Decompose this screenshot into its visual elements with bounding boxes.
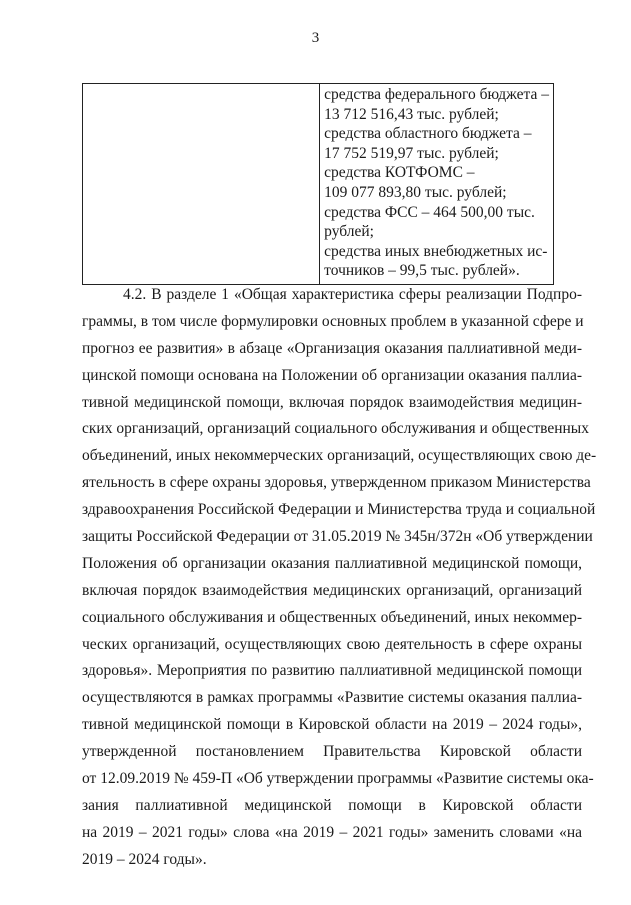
paragraph-line: цинской помощи основана на Положении об организации оказания паллиа-: [82, 366, 582, 384]
paragraph-line: 2019 – 2024 годы».: [82, 850, 207, 868]
paragraph-line: тивной медицинской помощи, включая порядок взаимодействия медицин-: [82, 393, 582, 411]
table-cell-funding: [320, 84, 554, 285]
paragraph-line: граммы, в том числе формулировки основных проблем в указанной сфере и: [82, 312, 584, 330]
paragraph-line: прогноз ее развития» в абзаце «Организация оказания паллиативной меди-: [82, 339, 582, 357]
paragraph-line: здоровья». Мероприятия по развитию паллиативной медицинской помощи: [82, 662, 582, 680]
paragraph-line: тивной медицинской помощи в Кировской области на 2019 – 2024 годы»,: [82, 716, 582, 734]
paragraph-line: включая порядок взаимодействия медицинских организаций, организаций: [82, 581, 582, 599]
funding-line: 17 752 519,97 тыс. рублей;: [324, 144, 499, 162]
table-row: [83, 84, 554, 285]
paragraph-line: зания паллиативной медицинской помощи в Кировской области: [82, 796, 582, 814]
paragraph-line: ческих организаций, осуществляющих свою деятельность в сфере охраны: [82, 635, 582, 653]
funding-line: рублей;: [324, 223, 374, 241]
funding-line: средства иных внебюджетных ис-: [324, 242, 548, 260]
funding-line: 109 077 893,80 тыс. рублей;: [324, 183, 507, 201]
funding-line: средства КОТФОМС –: [324, 164, 475, 182]
paragraph-line: социального обслуживания и общественных объединений, иных некоммер-: [82, 608, 582, 626]
funding-line: средства ФСС – 464 500,00 тыс.: [324, 203, 535, 221]
paragraph-line: защиты Российской Федерации от 31.05.2019 № 345н/372н «Об утверждении: [82, 528, 593, 546]
budget-table: [82, 83, 554, 285]
funding-line: средства федерального бюджета –: [324, 86, 549, 103]
paragraph-line: объединений, иных некоммерческих организаций, осуществляющих свою де-: [82, 447, 597, 465]
funding-line: точников – 99,5 тыс. рублей».: [324, 262, 520, 280]
paragraph-line: ских организаций, организаций социального обслуживания и общественных: [82, 420, 589, 438]
section-paragraph: [82, 282, 597, 874]
paragraph-line: от 12.09.2019 № 459-П «Об утверждении программы «Развитие системы ока-: [82, 770, 594, 788]
paragraph-line: осуществляются в рамках программы «Развитие системы оказания паллиа-: [82, 689, 582, 707]
paragraph-line: утвержденной постановлением Правительства Кировской области: [82, 743, 582, 761]
paragraph-line: Положения об организации оказания паллиативной медицинской помощи,: [82, 554, 582, 572]
paragraph-line: ятельность в сфере охраны здоровья, утвержденном приказом Министерства: [82, 474, 591, 492]
funding-line: средства областного бюджета –: [324, 125, 532, 143]
paragraph-line: здравоохранения Российской Федерации и Министерства труда и социальной: [82, 501, 596, 519]
paragraph-line: 4.2. В разделе 1 «Общая характеристика сферы реализации Подпро-: [123, 286, 582, 303]
funding-line: 13 712 516,43 тыс. рублей;: [324, 105, 499, 123]
paragraph-line: на 2019 – 2021 годы» слова «на 2019 – 2021 годы» заменить словами «на: [82, 823, 582, 841]
page-number: 3: [311, 30, 320, 46]
table-cell-empty: [83, 84, 320, 285]
